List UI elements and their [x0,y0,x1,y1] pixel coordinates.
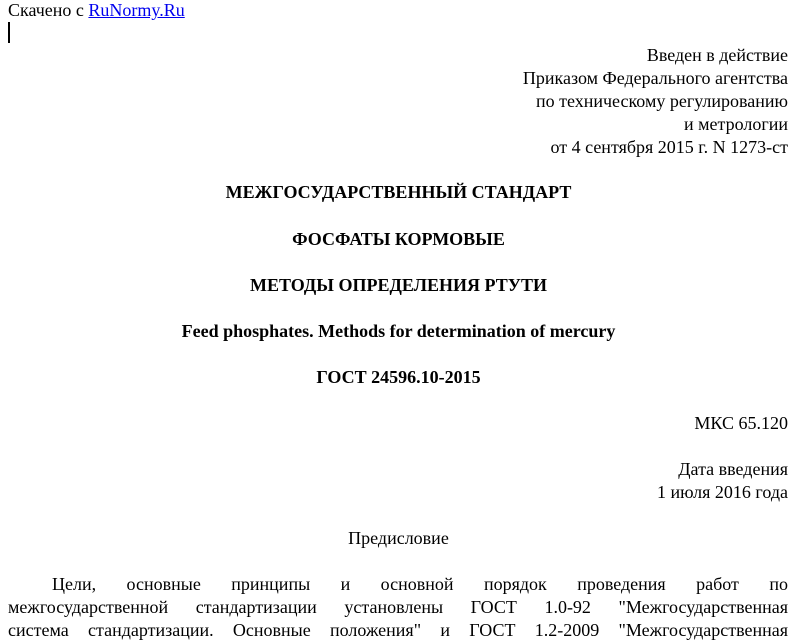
foreword-paragraph [8,573,788,642]
source-link[interactable]: RuNormy.Ru [88,0,185,20]
title-line-2: МЕТОДЫ ОПРЕДЕЛЕНИЯ РТУТИ [250,275,547,295]
intro-line-3: по техническому регулированию [535,91,788,111]
source-line [8,0,185,21]
foreword-heading: Предисловие [348,528,449,548]
intro-line-5: от 4 сентября 2015 г. N 1273-ст [550,137,788,157]
intro-line-1: Введен в действие [646,45,788,65]
text-cursor [8,22,10,43]
intro-date-label: Дата введения [678,459,788,479]
intro-line-2: Приказом Федерального агентства [522,68,788,88]
paragraph-line: Цели, основные принципы и основной порядок проведения работ по [52,574,788,594]
intro-date-value: 1 июля 2016 года [657,482,788,502]
source-prefix: Скачено с [8,0,89,20]
gost-number: ГОСТ 24596.10-2015 [316,367,481,387]
intro-line-4: и метрологии [684,114,788,134]
mks-code: МКС 65.120 [694,413,788,433]
paragraph-line: система стандартизации. Основные положения" и ГОСТ 1.2-2009 "Межгосударственная [8,620,788,640]
standard-type-heading: МЕЖГОСУДАРСТВЕННЫЙ СТАНДАРТ [225,182,572,202]
english-title: Feed phosphates. Methods for determination of mercury [181,321,616,341]
paragraph-line: межгосударственной стандартизации установлены ГОСТ 1.0-92 "Межгосударственная [8,597,788,617]
title-line-1: ФОСФАТЫ КОРМОВЫЕ [292,229,505,249]
